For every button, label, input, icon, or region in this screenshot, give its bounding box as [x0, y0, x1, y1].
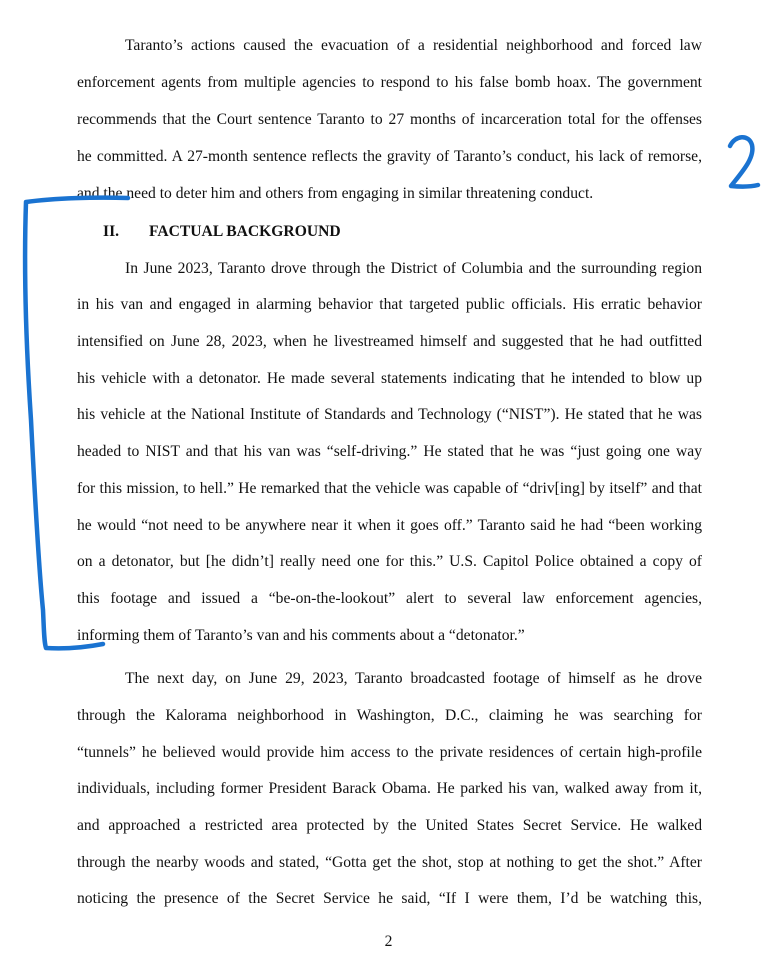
text-line: he would “not need to be anywhere near it when it goes off.” Taranto said he had “been working	[77, 517, 702, 534]
text-line: individuals, including former President Barack Obama. He parked his van, walked away from it,	[77, 780, 702, 797]
page-number: 2	[384, 933, 393, 950]
text-line: recommends that the Court sentence Taranto to 27 months of incarceration total for the offenses	[77, 111, 702, 128]
text-line: and approached a restricted area protected by the United States Secret Service. He walked	[77, 817, 702, 834]
ink-number-two	[730, 137, 758, 186]
text-line: intensified on June 28, 2023, when he livestreamed himself and suggested that he had outfitted	[77, 333, 702, 350]
text-line: and the need to deter him and others from engaging in similar threatening conduct.	[77, 185, 594, 202]
text-line: Taranto’s actions caused the evacuation of a residential neighborhood and forced law	[125, 37, 702, 54]
text-line: through the nearby woods and stated, “Gotta get the shot, stop at nothing to get the shot.” After	[77, 854, 702, 871]
text-line: in his van and engaged in alarming behavior that targeted public officials. His erratic behavior	[77, 296, 702, 313]
section-title: FACTUAL BACKGROUND	[149, 223, 341, 240]
section-number: II.	[103, 223, 120, 240]
text-line: informing them of Taranto’s van and his comments about a “detonator.”	[77, 627, 525, 644]
text-line: The next day, on June 29, 2023, Taranto broadcasted footage of himself as he drove	[125, 670, 702, 687]
text-line: this footage and issued a “be-on-the-lookout” alert to several law enforcement agencies,	[77, 590, 702, 607]
text-line: his vehicle at the National Institute of Standards and Technology (“NIST”). He stated that he was	[77, 406, 702, 423]
text-line: on a detonator, but [he didn’t] really need one for this.” U.S. Capitol Police obtained a copy of	[77, 553, 702, 570]
text-line: for this mission, to hell.” He remarked that the vehicle was capable of “driv[ing] by itself” and that	[77, 480, 702, 497]
text-line: noticing the presence of the Secret Service he said, “If I were them, I’d be watching this,	[77, 890, 702, 907]
text-line: he committed. A 27-month sentence reflects the gravity of Taranto’s conduct, his lack of remorse,	[77, 148, 702, 165]
text-line: In June 2023, Taranto drove through the District of Columbia and the surrounding region	[125, 260, 702, 277]
text-line: headed to NIST and that his van was “self-driving.” He stated that he was “just going one way	[77, 443, 702, 460]
text-line: through the Kalorama neighborhood in Washington, D.C., claiming he was searching for	[77, 707, 702, 724]
text-line: “tunnels” he believed would provide him access to the private residences of certain high-profile	[77, 744, 702, 761]
text-line: his vehicle with a detonator. He made several statements indicating that he intended to blow up	[77, 370, 702, 387]
text-line: enforcement agents from multiple agencies to respond to his false bomb hoax. The government	[77, 74, 702, 91]
